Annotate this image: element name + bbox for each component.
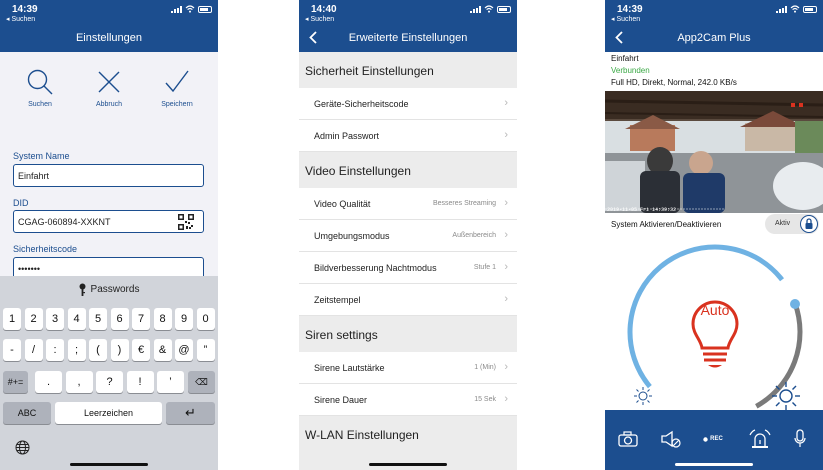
- stream-info: Full HD, Direkt, Normal, 242.0 KB/s: [611, 78, 737, 87]
- key-icon: [79, 283, 86, 296]
- home-indicator: [70, 463, 148, 466]
- camera-timestamp: 2019-11-05 Fri 14:39:32: [607, 207, 677, 213]
- abc-key[interactable]: ABC: [3, 402, 51, 424]
- keyboard-key[interactable]: ): [111, 339, 129, 361]
- battery-icon: [497, 6, 511, 13]
- settings-row-label: Umgebungsmodus: [314, 231, 390, 241]
- space-key[interactable]: Leerzeichen: [55, 402, 162, 424]
- wifi-icon: [484, 5, 494, 13]
- close-icon: [95, 68, 123, 96]
- return-key[interactable]: ↵: [166, 402, 215, 424]
- system-name-label: System Name: [13, 151, 70, 161]
- wifi-icon: [185, 5, 195, 13]
- settings-row-value: 1 (Min): [474, 364, 496, 371]
- cancel-label: Abbruch: [95, 101, 123, 108]
- keyboard-key[interactable]: :: [46, 339, 64, 361]
- section-header: W-LAN Einstellungen: [299, 416, 517, 450]
- brightness-dial[interactable]: [605, 236, 823, 412]
- lock-icon: [801, 216, 817, 232]
- page-title: Einstellungen: [75, 32, 143, 44]
- siren-icon: [749, 429, 771, 449]
- record-label: REC: [710, 436, 723, 442]
- home-indicator: [369, 463, 447, 466]
- mute-button[interactable]: [660, 428, 682, 450]
- dial-handle[interactable]: [790, 299, 800, 309]
- sun-small-icon[interactable]: [634, 387, 652, 405]
- nav-bar: [0, 0, 218, 52]
- did-label: DID: [13, 198, 29, 208]
- symbols-switch-key[interactable]: #+=: [3, 371, 28, 393]
- settings-row-label: Admin Passwort: [314, 131, 380, 141]
- keyboard-key[interactable]: 8: [154, 308, 172, 330]
- status-time: 14:40: [311, 4, 337, 15]
- security-code-label: Sicherheitscode: [13, 244, 78, 254]
- battery-icon: [803, 6, 817, 13]
- chevron-right-icon: ›: [504, 293, 508, 305]
- status-icons: [470, 5, 511, 13]
- settings-row[interactable]: [299, 88, 517, 120]
- settings-row-label: Zeitstempel: [314, 295, 361, 305]
- keyboard-key[interactable]: .: [35, 371, 62, 393]
- settings-row[interactable]: [299, 252, 517, 284]
- camera-name: Einfahrt: [611, 54, 639, 63]
- settings-row-label: Geräte-Sicherheitscode: [314, 99, 409, 109]
- passwords-label: Passwords: [90, 283, 140, 295]
- lock-button[interactable]: [800, 215, 818, 233]
- keyboard-key[interactable]: @: [175, 339, 193, 361]
- cancel-button[interactable]: [84, 68, 134, 108]
- status-back-link[interactable]: ◂ Suchen: [6, 16, 36, 23]
- keyboard-key[interactable]: -: [3, 339, 21, 361]
- camera-image: [605, 91, 823, 213]
- keyboard-key[interactable]: ,: [66, 371, 93, 393]
- snapshot-button[interactable]: [617, 428, 639, 450]
- keyboard-key[interactable]: 9: [175, 308, 193, 330]
- keyboard-key[interactable]: &: [154, 339, 172, 361]
- search-label: Suchen: [28, 101, 52, 108]
- chevron-right-icon: ›: [504, 229, 508, 241]
- section-header: Video Einstellungen: [299, 152, 517, 186]
- status-icons: [171, 5, 212, 13]
- settings-row-value: Außenbereich: [452, 232, 496, 239]
- siren-button[interactable]: [749, 428, 771, 450]
- settings-row[interactable]: [299, 284, 517, 316]
- search-button[interactable]: [15, 68, 65, 108]
- speaker-muted-icon: [660, 430, 682, 448]
- record-dot-icon: [703, 437, 708, 442]
- settings-row-value: Besseres Streaming: [432, 200, 496, 207]
- did-value: CGAG-060894-XXKNT: [18, 217, 111, 227]
- home-indicator: [675, 463, 753, 466]
- camera-live-screen: [605, 0, 823, 470]
- keyboard-key[interactable]: ’: [157, 371, 184, 393]
- section-header: Sicherheit Einstellungen: [299, 52, 517, 86]
- keyboard-key[interactable]: /: [25, 339, 43, 361]
- microphone-icon: [794, 429, 806, 449]
- signal-icon: [171, 6, 182, 13]
- keyboard-key[interactable]: ?: [96, 371, 123, 393]
- dial-active-arc: [605, 236, 823, 412]
- settings-row[interactable]: [299, 120, 517, 152]
- mode-label: Auto: [700, 302, 730, 318]
- security-code-field[interactable]: •••••••: [13, 257, 204, 280]
- keyboard-key[interactable]: 3: [46, 308, 64, 330]
- keyboard-key[interactable]: 6: [111, 308, 129, 330]
- section-header: Siren settings: [299, 316, 517, 350]
- signal-icon: [776, 6, 787, 13]
- save-label: Speichern: [161, 101, 193, 108]
- keyboard-key[interactable]: 2: [25, 308, 43, 330]
- status-time: 14:39: [617, 4, 643, 15]
- settings-row-label: Sirene Lautstärke: [314, 363, 385, 373]
- dial-inactive-arc: [606, 236, 823, 412]
- settings-row[interactable]: [299, 384, 517, 416]
- status-time: 14:39: [12, 4, 38, 15]
- page-title: App2Cam Plus: [677, 32, 751, 44]
- sun-large-icon[interactable]: [772, 382, 800, 410]
- globe-icon[interactable]: [15, 440, 30, 455]
- bottom-toolbar: [605, 410, 823, 470]
- chevron-right-icon: ›: [504, 361, 508, 373]
- toggle-label: Aktiv: [775, 220, 791, 227]
- chevron-right-icon: ›: [504, 97, 508, 109]
- record-button[interactable]: [701, 428, 725, 450]
- keyboard-key[interactable]: €: [132, 339, 150, 361]
- system-name-field[interactable]: Einfahrt: [13, 164, 204, 187]
- keyboard-key[interactable]: !: [127, 371, 154, 393]
- delete-key[interactable]: ⌫: [188, 371, 215, 393]
- settings-row-label: Sirene Dauer: [314, 395, 368, 405]
- nav-bar: [299, 0, 517, 52]
- chevron-right-icon: ›: [504, 129, 508, 141]
- wifi-icon: [790, 5, 800, 13]
- search-icon: [26, 68, 54, 96]
- keyboard-key[interactable]: (: [89, 339, 107, 361]
- battery-icon: [198, 6, 212, 13]
- keyboard-key[interactable]: 0: [197, 308, 215, 330]
- chevron-right-icon: ›: [504, 197, 508, 209]
- status-back-link[interactable]: ◂ Suchen: [305, 16, 335, 23]
- keyboard: [0, 276, 218, 470]
- connection-status: Verbunden: [611, 66, 650, 75]
- save-button[interactable]: [152, 68, 202, 108]
- settings-row[interactable]: [299, 352, 517, 384]
- page-title: Erweiterte Einstellungen: [348, 32, 468, 44]
- settings-row-label: Bildverbesserung Nachtmodus: [314, 263, 437, 273]
- did-field[interactable]: [13, 210, 204, 233]
- status-back-link[interactable]: ◂ Suchen: [611, 16, 641, 23]
- keyboard-key[interactable]: 4: [68, 308, 86, 330]
- checkmark-icon: [163, 68, 191, 96]
- settings-row-value: 15 Sek: [474, 396, 496, 403]
- keyboard-key[interactable]: ;: [68, 339, 86, 361]
- system-toggle[interactable]: [765, 214, 819, 234]
- status-icons: [776, 5, 817, 13]
- settings-screen: [0, 0, 218, 470]
- keyboard-key[interactable]: 1: [3, 308, 21, 330]
- keyboard-key[interactable]: ”: [197, 339, 215, 361]
- settings-row-label: Video Qualität: [314, 199, 371, 209]
- advanced-settings-screen: [299, 0, 517, 470]
- microphone-button[interactable]: [792, 428, 808, 450]
- qr-code-icon[interactable]: [178, 214, 194, 230]
- system-toggle-label: System Aktivieren/Deaktivieren: [611, 220, 722, 229]
- keyboard-key[interactable]: 7: [132, 308, 150, 330]
- nav-bar: [605, 0, 823, 52]
- settings-row[interactable]: [299, 220, 517, 252]
- camera-icon: [618, 431, 638, 447]
- camera-live-view[interactable]: [605, 91, 823, 213]
- settings-row[interactable]: [299, 188, 517, 220]
- keyboard-key[interactable]: 5: [89, 308, 107, 330]
- settings-row-value: Stufe 1: [473, 264, 496, 271]
- passwords-suggestion[interactable]: [0, 276, 218, 302]
- signal-icon: [470, 6, 481, 13]
- chevron-right-icon: ›: [504, 393, 508, 405]
- chevron-right-icon: ›: [504, 261, 508, 273]
